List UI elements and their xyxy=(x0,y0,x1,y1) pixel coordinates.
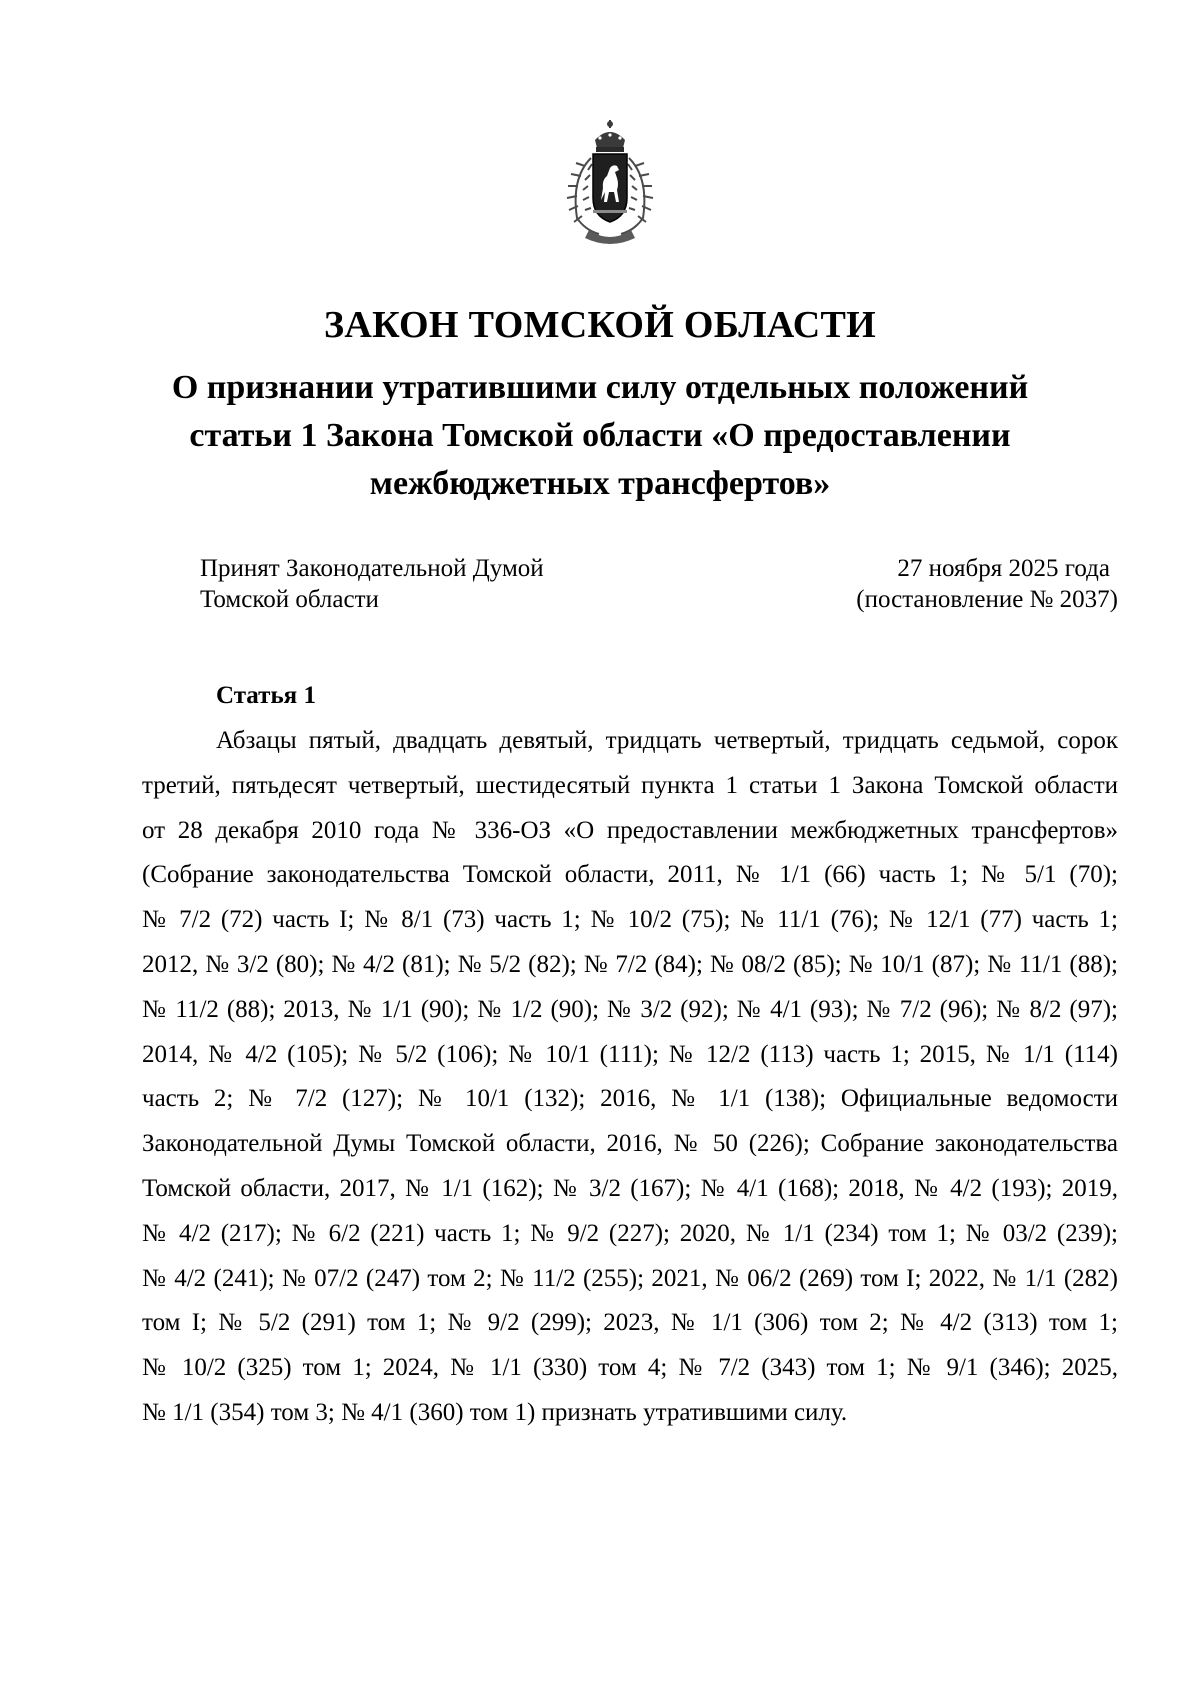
adopted-date-block xyxy=(856,553,1118,615)
article-body-line: 2012, № 3/2 (80); № 4/2 (81); № 5/2 (82); № 7/2 (84); № 08/2 (85); № 10/1 (87); № 11/1 (88); xyxy=(142,950,1118,978)
article-body-line: от 28 декабря 2010 года № 336-ОЗ «О предоставлении межбюджетных трансфертов» xyxy=(142,816,1118,844)
law-title-line: межбюджетных трансфертов» xyxy=(369,465,831,502)
adopted-resolution: (постановление № 2037) xyxy=(856,586,1118,613)
article-body-line: № 1/1 (354) том 3; № 4/1 (360) том 1) признать утратившими силу. xyxy=(142,1398,848,1426)
article-body-line: Законодательной Думы Томской области, 2016, № 50 (226); Собрание законодательства xyxy=(142,1130,1118,1158)
article-body xyxy=(142,719,1118,1436)
article-body-line: № 10/2 (325) том 1; 2024, № 1/1 (330) том 4; № 7/2 (343) том 1; № 9/1 (346); 2025, xyxy=(142,1354,1118,1382)
law-title-line: статьи 1 Закона Томской области «О предоставлении xyxy=(189,417,1011,454)
law-heading: ЗАКОН ТОМСКОЙ ОБЛАСТИ xyxy=(324,304,876,346)
crown-icon xyxy=(595,120,625,152)
coat-of-arms-icon xyxy=(555,118,665,246)
adopted-date: 27 ноября 2025 года xyxy=(897,555,1110,582)
article-body-line: № 11/2 (88); 2013, № 1/1 (90); № 1/2 (90); № 3/2 (92); № 4/1 (93); № 7/2 (96); № 8/2 (97); xyxy=(142,995,1118,1023)
article-body-line: № 4/2 (217); № 6/2 (221) часть 1; № 9/2 (227); 2020, № 1/1 (234) том 1; № 03/2 (239); xyxy=(142,1219,1118,1247)
article-body-line: № 4/2 (241); № 07/2 (247) том 2; № 11/2 (255); 2021, № 06/2 (269) том I; 2022, № 1/1 (282) xyxy=(142,1264,1118,1292)
article-body-line: № 7/2 (72) часть I; № 8/1 (73) часть 1; № 10/2 (75); № 11/1 (76); № 12/1 (77) часть 1; xyxy=(142,906,1118,934)
adopted-by-block xyxy=(200,553,544,615)
article-body-line: Томской области, 2017, № 1/1 (162); № 3/2 (167); № 4/1 (168); 2018, № 4/2 (193); 2019, xyxy=(142,1174,1118,1202)
article-body-line: Абзацы пятый, двадцать девятый, тридцать четвертый, тридцать седьмой, сорок xyxy=(216,727,1118,754)
law-title xyxy=(140,364,1060,508)
article-body-line: часть 2; № 7/2 (127); № 10/1 (132); 2016, № 1/1 (138); Официальные ведомости xyxy=(142,1085,1118,1113)
adopted-by-line: Томской области xyxy=(200,586,379,613)
article-body-line: (Собрание законодательства Томской области, 2011, № 1/1 (66) часть 1; № 5/1 (70); xyxy=(142,861,1118,889)
article-body-line: третий, пятьдесят четвертый, шестидесятый пункта 1 статьи 1 Закона Томской области xyxy=(142,771,1118,799)
article-body-line: том I; № 5/2 (291) том 1; № 9/2 (299); 2023, № 1/1 (306) том 2; № 4/2 (313) том 1; xyxy=(142,1309,1118,1337)
adopted-by-line: Принят Законодательной Думой xyxy=(200,555,544,582)
article-heading: Статья 1 xyxy=(216,682,316,709)
article-body-line: 2014, № 4/2 (105); № 5/2 (106); № 10/1 (111); № 12/2 (113) часть 1; 2015, № 1/1 (114) xyxy=(142,1040,1118,1068)
law-title-line: О признании утратившими силу отдельных положений xyxy=(171,369,1029,406)
shield-icon xyxy=(593,154,627,222)
